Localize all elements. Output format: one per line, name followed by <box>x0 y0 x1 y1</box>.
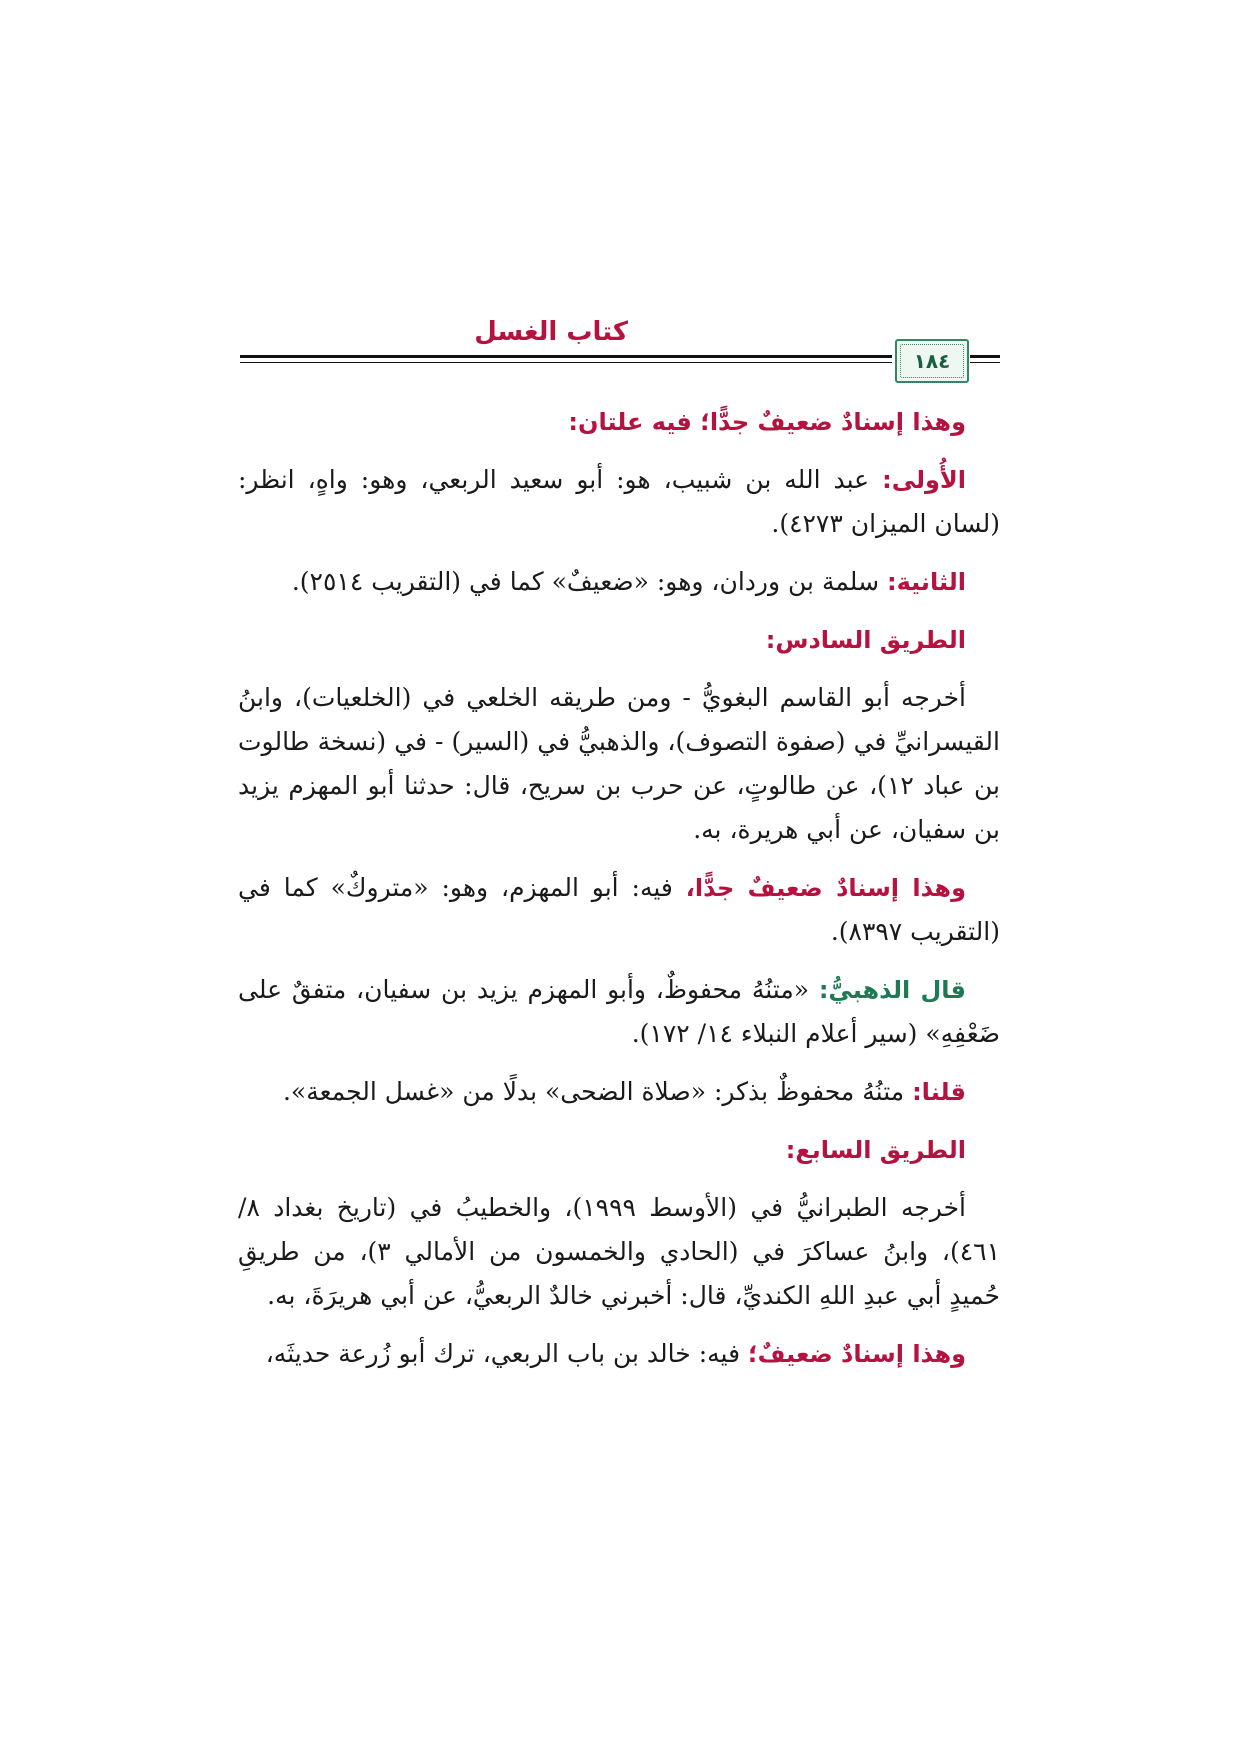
paragraph <box>238 866 1000 954</box>
paragraph <box>238 1332 1000 1376</box>
header-rule <box>970 355 1000 358</box>
page-number-badge <box>895 339 969 383</box>
paragraph-text: فيه: أبو المهزم، وهو: «متروكٌ» كما في (التقريب ٨٣٩٧). <box>238 873 1000 946</box>
page-header <box>240 315 1000 395</box>
paragraph-text: فيه: خالد بن باب الربعي، ترك أبو زُرعة حديثَه، <box>265 1339 748 1368</box>
paragraph <box>238 560 1000 604</box>
paragraph <box>238 1186 1000 1318</box>
header-rule <box>240 355 892 358</box>
paragraph-text: عبد الله بن شبيب، هو: أبو سعيد الربعي، وهو: واهٍ، انظر: (لسان الميزان ٤٢٧٣). <box>238 465 1000 538</box>
paragraph <box>238 1070 1000 1114</box>
paragraph-label: وهذا إسنادٌ ضعيفٌ جدًّا، <box>685 874 966 902</box>
paragraph-text: سلمة بن وردان، وهو: «ضعيفٌ» كما في (التقريب ٢٥١٤). <box>291 567 887 596</box>
paragraph-text: أخرجه أبو القاسم البغويُّ - ومن طريقه الخلعي في (الخلعيات)، وابنُ القيسرانيِّ في (صفوة التصوف)، والذهبيُّ في (السير) - في (نسخة طالوت بن عباد ١٢)، عن طالوتٍ، عن حرب بن سريح، قال: حدثنا أبو المهزم يزيد بن سفيان، عن أبي هريرة، به. <box>238 683 1001 844</box>
paragraph-text: متنُهُ محفوظٌ بذكر: «صلاة الضحى» بدلًا من «غسل الجمعة». <box>282 1077 913 1106</box>
paragraph <box>238 968 1000 1056</box>
paragraph-text: «متنُهُ محفوظٌ، وأبو المهزم يزيد بن سفيان، متفقٌ على ضَعْفِهِ» (سير أعلام النبلاء ١٤/ ١٧٢). <box>238 975 1000 1048</box>
paragraph-label: الأُولى: <box>882 466 966 494</box>
book-title: كتاب الغسل <box>474 317 628 347</box>
section-heading <box>238 400 1000 444</box>
paragraph <box>238 676 1000 852</box>
section-heading-text: الطريق السابع: <box>785 1136 966 1164</box>
page-content <box>238 400 1000 1390</box>
paragraph-label: وهذا إسنادٌ ضعيفٌ؛ <box>747 1340 966 1368</box>
section-heading-text: وهذا إسنادٌ ضعيفٌ جدًّا؛ فيه علتان: <box>568 408 966 436</box>
section-heading <box>238 618 1000 662</box>
paragraph-label: قال الذهبيُّ: <box>818 976 966 1004</box>
paragraph-label: قلنا: <box>912 1078 966 1106</box>
page-number: ١٨٤ <box>913 349 951 373</box>
section-heading-text: الطريق السادس: <box>765 626 966 654</box>
section-heading <box>238 1128 1000 1172</box>
paragraph-text: أخرجه الطبرانيُّ في (الأوسط ١٩٩٩)، والخطيبُ في (تاريخ بغداد ٨/ ٤٦١)، وابنُ عساكرَ في (الحادي والخمسون من الأمالي ٣)، من طريقِ حُميدٍ أبي عبدِ اللهِ الكنديِّ، قال: أخبرني خالدٌ الربعيُّ، عن أبي هريرَةَ، به. <box>238 1193 1001 1310</box>
paragraph <box>238 458 1000 546</box>
paragraph-label: الثانية: <box>886 568 966 596</box>
header-rule <box>240 362 892 363</box>
header-rule <box>970 362 1000 363</box>
